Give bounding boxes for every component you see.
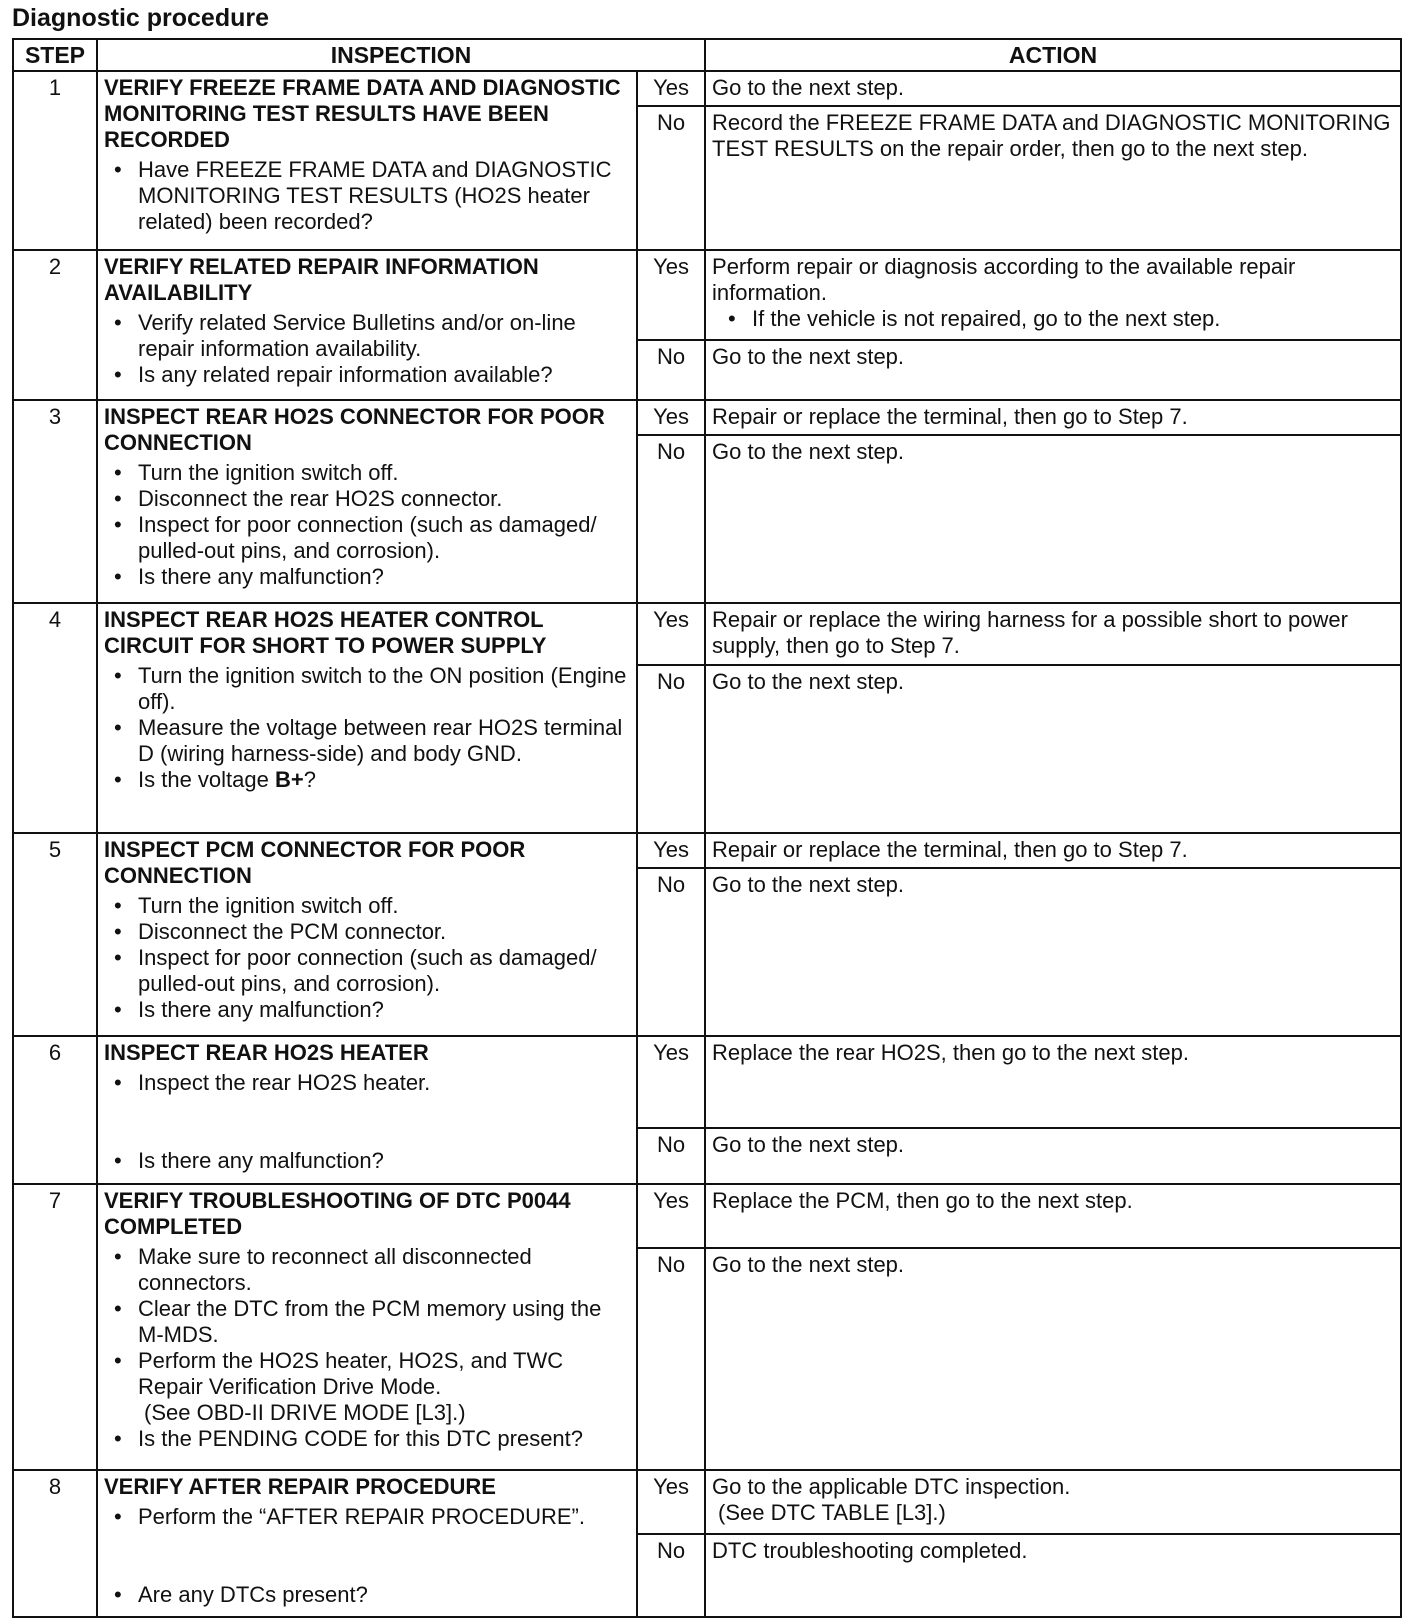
- no-action: DTC troubleshooting completed.: [705, 1534, 1401, 1617]
- list-item: • Inspect for poor connection (such as damaged/ pulled-out pins, and corrosion).: [138, 945, 630, 997]
- list-item: • Clear the DTC from the PCM memory using the M-MDS.: [138, 1296, 630, 1348]
- inspection-cell: [97, 250, 637, 399]
- bullet-text: ?: [303, 766, 316, 792]
- list-item: • Turn the ignition switch off.: [138, 893, 630, 919]
- no-label: No: [637, 1128, 705, 1184]
- inspection-heading: VERIFY RELATED REPAIR INFORMATION AVAILABILITY: [104, 254, 539, 306]
- step-number: 8: [13, 1470, 97, 1617]
- table-row: [13, 1036, 1401, 1127]
- step-number: 5: [13, 833, 97, 1036]
- step-number: 7: [13, 1184, 97, 1470]
- yes-action: Perform repair or diagnosis according to the available repair information.: [712, 254, 1296, 306]
- list-item: • Are any DTCs present?: [138, 1582, 630, 1608]
- bullet-text: Perform the HO2S heater, HO2S, and TWC Repair Verification Drive Mode.: [138, 1347, 564, 1399]
- yes-label: Yes: [637, 250, 705, 339]
- table-row: [13, 400, 1401, 435]
- header-inspection: INSPECTION: [97, 39, 705, 71]
- table-row: [13, 833, 1401, 868]
- inspection-cell: [97, 1184, 637, 1470]
- no-action: Go to the next step.: [705, 1128, 1401, 1184]
- inspection-bullets: [104, 1070, 630, 1174]
- step-number: 1: [13, 71, 97, 250]
- inspection-bullets: [104, 157, 630, 235]
- inspection-heading: VERIFY FREEZE FRAME DATA AND DIAGNOSTIC MONITORING TEST RESULTS HAVE BEEN RECORDED: [104, 75, 621, 152]
- list-item: • Disconnect the rear HO2S connector.: [138, 486, 630, 512]
- yes-action-cell: [705, 1470, 1401, 1534]
- table-row: [13, 71, 1401, 106]
- diagnostic-table: [12, 38, 1402, 1618]
- no-label: No: [637, 868, 705, 1036]
- yes-label: Yes: [637, 71, 705, 106]
- no-label: No: [637, 1248, 705, 1470]
- no-action: Record the FREEZE FRAME DATA and DIAGNOSTIC MONITORING TEST RESULTS on the repair order, then go to the next step.: [705, 106, 1401, 250]
- inspection-bullets: [104, 1244, 630, 1452]
- list-item: • Inspect the rear HO2S heater.: [138, 1070, 630, 1096]
- list-item: • Turn the ignition switch off.: [138, 460, 630, 486]
- yes-action: Go to the next step.: [705, 71, 1401, 106]
- table-row: [13, 603, 1401, 665]
- yes-label: Yes: [637, 603, 705, 665]
- yes-label: Yes: [637, 1470, 705, 1534]
- inspection-heading: INSPECT REAR HO2S CONNECTOR FOR POOR CONNECTION: [104, 403, 605, 455]
- inspection-cell: [97, 1036, 637, 1183]
- inspection-bullets: [104, 893, 630, 1023]
- list-item: • If the vehicle is not repaired, go to the next step.: [752, 306, 1394, 332]
- yes-action: Repair or replace the terminal, then go to Step 7.: [705, 833, 1401, 868]
- no-label: No: [637, 1534, 705, 1617]
- step-number: 3: [13, 400, 97, 603]
- inspection-bullets: [104, 663, 630, 793]
- header-step: STEP: [13, 39, 97, 71]
- no-action: Go to the next step.: [705, 435, 1401, 603]
- inspection-cell: [97, 603, 637, 833]
- list-item: • Make sure to reconnect all disconnected connectors.: [138, 1244, 630, 1296]
- yes-action-note: (See DTC TABLE [L3].): [718, 1499, 946, 1525]
- inspection-bullets: [104, 1504, 630, 1608]
- no-label: No: [637, 106, 705, 250]
- inspection-heading: INSPECT REAR HO2S HEATER CONTROL CIRCUIT FOR SHORT TO POWER SUPPLY: [104, 606, 547, 658]
- list-item: • Is there any malfunction?: [138, 1148, 630, 1174]
- inspection-bullets: [104, 460, 630, 590]
- yes-label: Yes: [637, 833, 705, 868]
- no-action: Go to the next step.: [705, 1248, 1401, 1470]
- no-label: No: [637, 340, 705, 400]
- inspection-heading: VERIFY TROUBLESHOOTING OF DTC P0044 COMPLETED: [104, 1187, 571, 1239]
- list-item: • Is there any malfunction?: [138, 997, 630, 1023]
- list-item: • Inspect for poor connection (such as damaged/ pulled-out pins, and corrosion).: [138, 512, 630, 564]
- list-item: • Is any related repair information available?: [138, 362, 630, 388]
- yes-action: Replace the rear HO2S, then go to the next step.: [705, 1036, 1401, 1127]
- yes-action: Replace the PCM, then go to the next step.: [705, 1184, 1401, 1248]
- no-action: Go to the next step.: [705, 340, 1401, 400]
- step-number: 2: [13, 250, 97, 399]
- inspection-heading: INSPECT PCM CONNECTOR FOR POOR CONNECTION: [104, 837, 526, 889]
- page-title: Diagnostic procedure: [12, 4, 269, 32]
- yes-label: Yes: [637, 1184, 705, 1248]
- voltage-value: B+: [274, 766, 304, 792]
- inspection-cell: [97, 1470, 637, 1617]
- list-item: • Disconnect the PCM connector.: [138, 919, 630, 945]
- no-label: No: [637, 665, 705, 833]
- inspection-cell: [97, 400, 637, 603]
- table-header-row: [13, 39, 1401, 71]
- list-item: [138, 767, 630, 793]
- step-number: 4: [13, 603, 97, 833]
- step-number: 6: [13, 1036, 97, 1183]
- list-item: • Measure the voltage between rear HO2S terminal D (wiring harness-side) and body GND.: [138, 715, 630, 767]
- no-label: No: [637, 435, 705, 603]
- list-item: [138, 1348, 630, 1426]
- list-item: • Is there any malfunction?: [138, 564, 630, 590]
- list-item: • Perform the “AFTER REPAIR PROCEDURE”.: [138, 1504, 630, 1530]
- table-row: [13, 1470, 1401, 1534]
- table-row: [13, 1184, 1401, 1248]
- inspection-heading: INSPECT REAR HO2S HEATER: [104, 1040, 429, 1066]
- list-item: • Turn the ignition switch to the ON position (Engine off).: [138, 663, 630, 715]
- yes-action: Repair or replace the terminal, then go to Step 7.: [705, 400, 1401, 435]
- yes-label: Yes: [637, 400, 705, 435]
- inspection-heading: VERIFY AFTER REPAIR PROCEDURE: [104, 1473, 496, 1499]
- no-action: Go to the next step.: [705, 665, 1401, 833]
- list-item: • Have FREEZE FRAME DATA and DIAGNOSTIC MONITORING TEST RESULTS (HO2S heater related) been recorded?: [138, 157, 630, 235]
- yes-label: Yes: [637, 1036, 705, 1127]
- yes-action-bullets: [712, 306, 1394, 332]
- yes-action: Repair or replace the wiring harness for a possible short to power supply, then go to Step 7.: [705, 603, 1401, 665]
- inspection-bullets: [104, 310, 630, 388]
- bullet-text: Is the voltage: [138, 766, 275, 792]
- list-item: • Is the PENDING CODE for this DTC present?: [138, 1426, 630, 1452]
- yes-action: Go to the applicable DTC inspection.: [712, 1473, 1071, 1499]
- inspection-cell: [97, 71, 637, 250]
- header-action: ACTION: [705, 39, 1401, 71]
- inspection-cell: [97, 833, 637, 1036]
- yes-action-cell: [705, 250, 1401, 339]
- bullet-note: (See OBD-II DRIVE MODE [L3].): [144, 1399, 466, 1425]
- table-row: [13, 250, 1401, 339]
- no-action: Go to the next step.: [705, 868, 1401, 1036]
- list-item: • Verify related Service Bulletins and/or on-line repair information availability.: [138, 310, 630, 362]
